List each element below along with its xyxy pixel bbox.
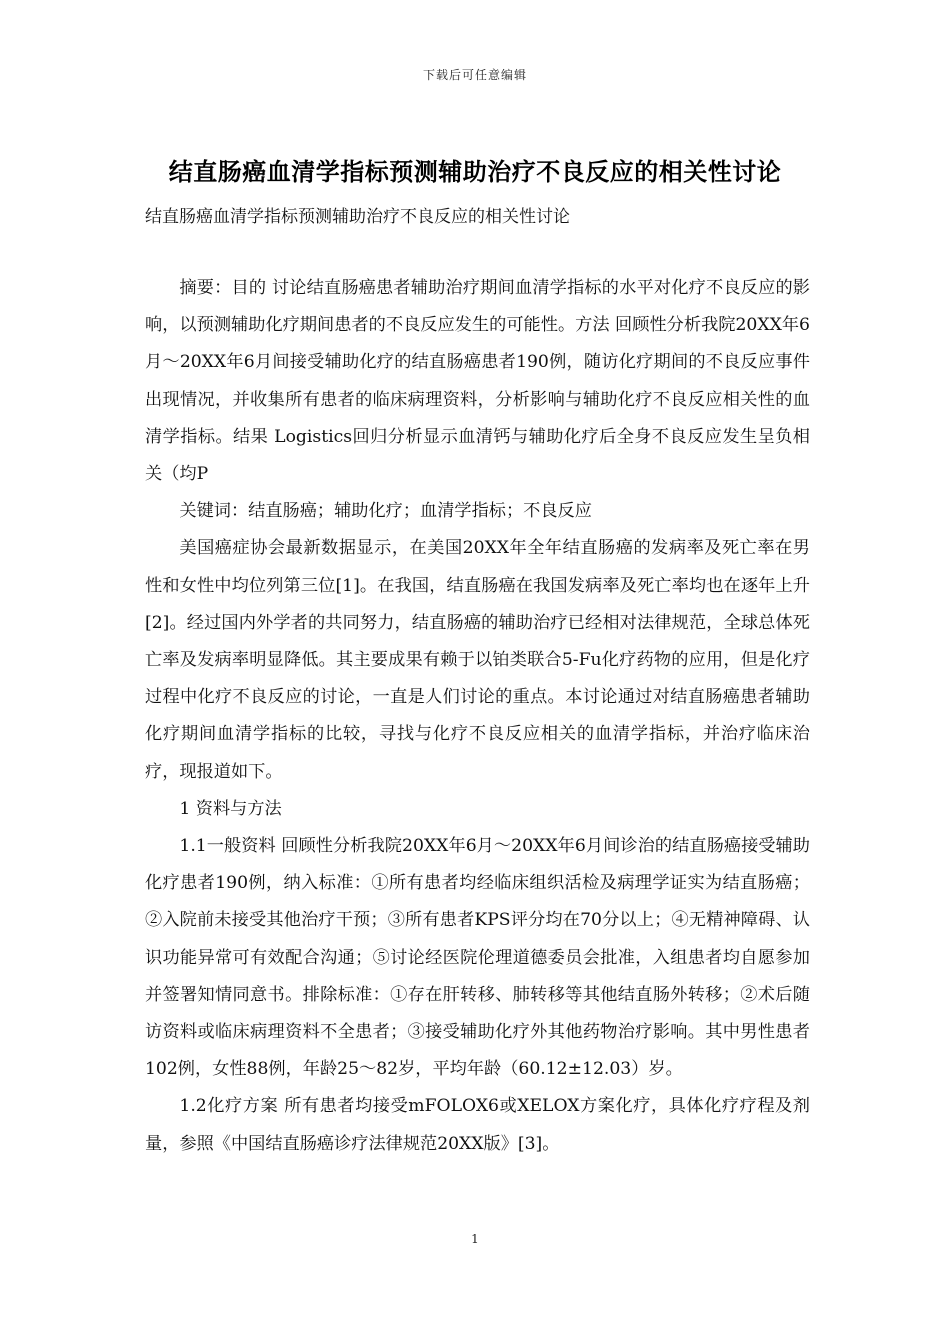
intro-paragraph: 美国癌症协会最新数据显示，在美国20XX年全年结直肠癌的发病率及死亡率在男性和女性中均位列第三位[1]。在我国，结直肠癌在我国发病率及死亡率均也在逐年上升[2]。经过国内外学者的共同努力，结直肠癌的辅助治疗已经相对法律规范，全球总体死亡率及发病率明显降低。其主要成果有赖于以铂类联合5-Fu化疗药物的应用，但是化疗过程中化疗不良反应的讨论，一直是人们讨论的重点。本讨论通过对结直肠癌患者辅助化疗期间血清学指标的比较，寻找与化疗不良反应相关的血清学指标，并治疗临床治疗，现报道如下。 (145, 538, 810, 782)
page-number: 1 (471, 1232, 479, 1246)
document-title: 结直肠癌血清学指标预测辅助治疗不良反应的相关性讨论 (168, 157, 782, 186)
document-subtitle: 结直肠癌血清学指标预测辅助治疗不良反应的相关性讨论 (145, 207, 570, 227)
page-header: 下载后可任意编辑 (422, 68, 527, 82)
document-body (145, 270, 810, 1163)
abstract-paragraph: 摘要：目的 讨论结直肠癌患者辅助治疗期间血清学指标的水平对化疗不良反应的影响，以预测辅助化疗期间患者的不良反应发生的可能性。方法 回顾性分析我院20XX年6月～20XX年6月间接受辅助化疗的结直肠癌患者190例，随访化疗期间的不良反应事件出现情况，并收集所有患者的临床病理资料，分析影响与辅助化疗不良反应相关性的血清学指标。结果 Logistics回归分析显示血清钙与辅助化疗后全身不良反应发生呈负相关（均P (145, 278, 810, 485)
keywords-paragraph: 关键词：结直肠癌；辅助化疗；血清学指标；不良反应 (179, 501, 592, 522)
chemotherapy-regimen-paragraph: 1.2化疗方案 所有患者均接受mFOLOX6或XELOX方案化疗，具体化疗疗程及剂量，参照《中国结直肠癌诊疗法律规范20XX版》[3]。 (145, 1096, 810, 1154)
section-heading-materials-methods: 1 资料与方法 (179, 798, 282, 819)
general-data-paragraph: 1.1一般资料 回顾性分析我院20XX年6月～20XX年6月间诊治的结直肠癌接受辅助化疗患者190例，纳入标准：①所有患者均经临床组织活检及病理学证实为结直肠癌；②入院前未接受其他治疗干预；③所有患者KPS评分均在70分以上；④无精神障碍、认识功能异常可有效配合沟通；⑤讨论经医院伦理道德委员会批准，入组患者均自愿参加并签署知情同意书。排除标准：①存在肝转移、肺转移等其他结直肠外转移；②术后随访资料或临床病理资料不全患者；③接受辅助化疗外其他药物治疗影响。其中男性患者102例，女性88例，年龄25～82岁，平均年龄（60.12±12.03）岁。 (145, 836, 810, 1080)
